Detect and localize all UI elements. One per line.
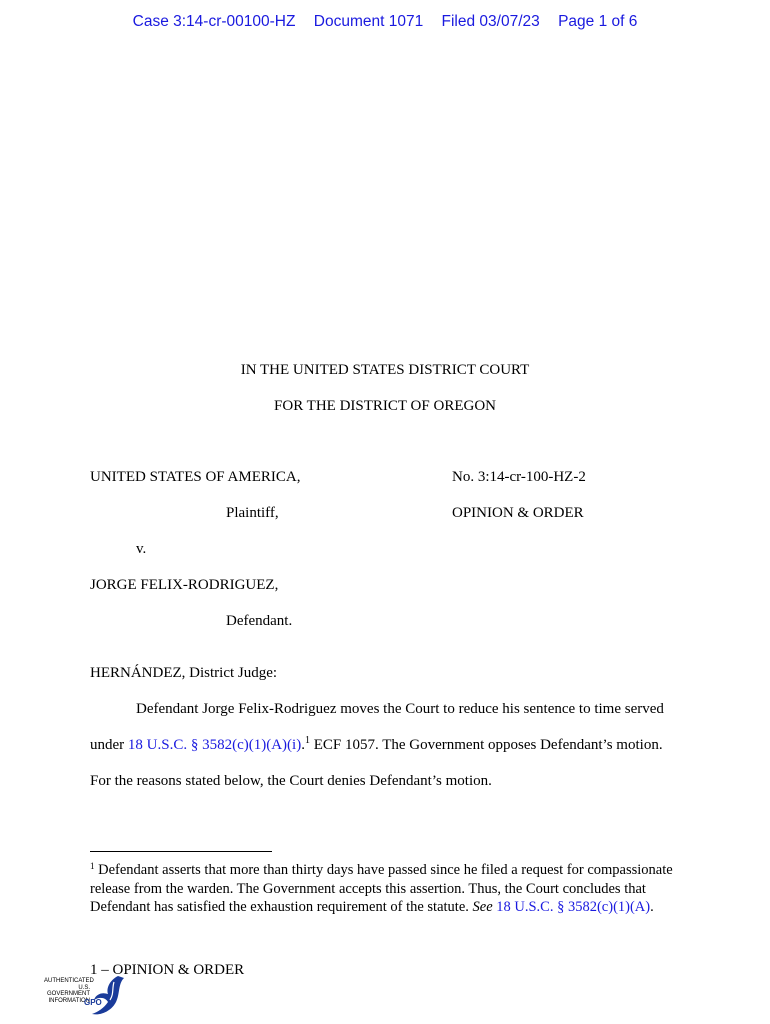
page-footer: 1 – OPINION & ORDER bbox=[90, 962, 245, 978]
gpo-seal-text: AUTHENTICATED U.S. GOVERNMENT INFORMATION bbox=[44, 978, 94, 1004]
footnote-end: . bbox=[650, 899, 654, 915]
document-number: Document 1071 bbox=[313, 13, 424, 30]
case-no: No. 3:14-cr-100-HZ-2 bbox=[452, 469, 586, 485]
body-text: ECF 1057. The Government opposes Defendant’s motion. bbox=[309, 737, 663, 753]
judge-line: HERNÁNDEZ, District Judge: bbox=[90, 665, 278, 681]
footnote-text: Defendant asserts that more than thirty days have passed since he filed a request for compassionate release from the warden. The Government accepts this assertion. Thus, the Court concludes that Defendant has satisfied the exhaustion requirement of the statute. bbox=[90, 862, 673, 915]
page-count: Page 1 of 6 bbox=[558, 13, 638, 30]
footnote-divider bbox=[90, 851, 272, 852]
gpo-mark: GPO bbox=[84, 998, 102, 1007]
body-line-1: Defendant Jorge Felix-Rodriguez moves the Court to reduce his sentence to time served bbox=[136, 701, 664, 717]
case-number: Case 3:14-cr-00100-HZ bbox=[132, 13, 296, 30]
document-title: OPINION & ORDER bbox=[452, 505, 584, 521]
footnote bbox=[90, 861, 690, 917]
filed-date: Filed 03/07/23 bbox=[441, 13, 540, 30]
body-line-2 bbox=[90, 737, 663, 754]
signal-see: See bbox=[472, 899, 493, 915]
footnote-ref: 1 bbox=[304, 735, 310, 746]
body-text: under bbox=[90, 737, 128, 753]
court-name: IN THE UNITED STATES DISTRICT COURT bbox=[240, 362, 530, 378]
plaintiff-name: UNITED STATES OF AMERICA, bbox=[90, 469, 301, 485]
district-name: FOR THE DISTRICT OF OREGON bbox=[274, 398, 496, 414]
defendant-name: JORGE FELIX-RODRIGUEZ, bbox=[90, 577, 279, 593]
body-text: . bbox=[301, 737, 305, 753]
defendant-role: Defendant. bbox=[226, 613, 293, 629]
plaintiff-role: Plaintiff, bbox=[226, 505, 279, 521]
ecf-header bbox=[0, 13, 770, 31]
gpo-seal bbox=[44, 974, 130, 1018]
footnote-marker: 1 bbox=[90, 861, 95, 871]
versus: v. bbox=[136, 541, 147, 557]
body-line-3: For the reasons stated below, the Court denies Defendant’s motion. bbox=[90, 773, 492, 789]
footnote-statute-link[interactable]: 18 U.S.C. § 3582(c)(1)(A) bbox=[496, 899, 651, 915]
statute-link[interactable]: 18 U.S.C. § 3582(c)(1)(A)(i) bbox=[127, 737, 302, 753]
eagle-icon bbox=[88, 974, 128, 1018]
